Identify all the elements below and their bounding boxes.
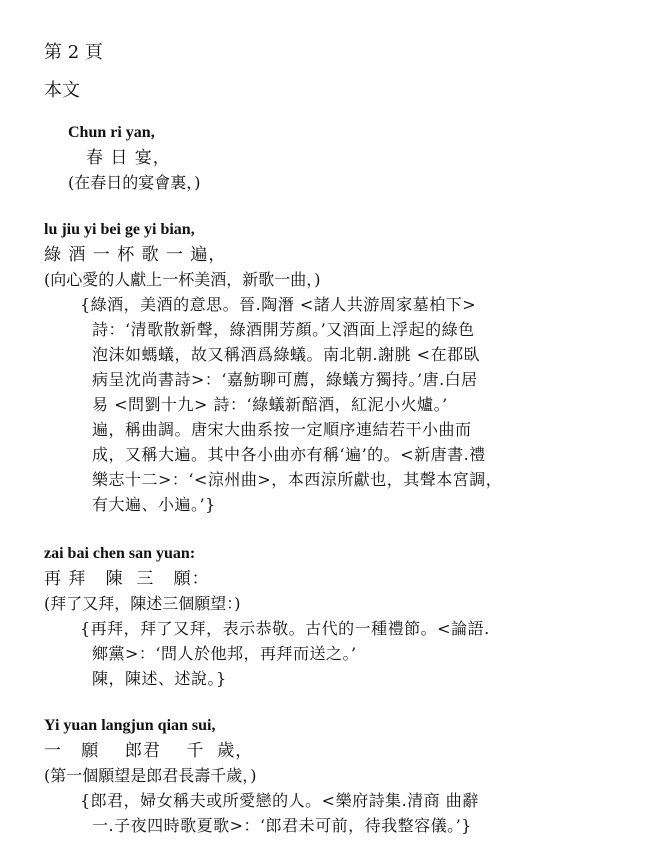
verse-3-translation: (拜了又拜，陳述三個願望：) (44, 594, 241, 613)
verse-2-note-line: 詩：‘清歌散新聲，綠酒開芳顏。’又酒面上浮起的綠色 (92, 320, 475, 339)
verse-4-note-line: {郎君，婦女稱夫或所愛戀的人。<樂府詩集.清商 曲辭 (80, 791, 479, 810)
verse-2-note-line: 易 <問劉十九> 詩：‘綠蟻新醅酒，紅泥小火爐。’ (92, 395, 448, 414)
verse-3-note-line: 陳，陳述、述說。} (92, 669, 227, 688)
verse-4-pinyin: Yi yuan langjun qian sui, (44, 717, 216, 734)
verse-1-translation: (在春日的宴會裏，) (68, 173, 201, 192)
verse-4-translation: (第一個願望是郎君長壽千歲，) (44, 766, 257, 785)
verse-2-translation: (向心愛的人獻上一杯美酒，新歌一曲，) (44, 270, 321, 289)
verse-1-hanzi: 春 日 宴， (86, 148, 171, 168)
verse-2-hanzi: 綠 酒 一 杯 歌 一 遍， (44, 245, 227, 265)
verse-2-pinyin: lu jiu yi bei ge yi bian, (44, 221, 195, 238)
verse-1-pinyin: Chun ri yan, (68, 124, 155, 141)
verse-2-note-line: {綠酒，美酒的意思。晉.陶潛 <諸人共游周家墓柏下> (80, 295, 477, 314)
verse-3-hanzi: 再 拜 陳 三 願： (44, 569, 210, 589)
section-title: 本文 (44, 80, 80, 101)
verse-3-note-line: {再拜，拜了又拜，表示恭敬。古代的一種禮節。<論語. (80, 619, 490, 638)
verse-2-note-line: 樂志十二>：‘<涼州曲>，本西涼所獻也，其聲本宮調， (92, 470, 503, 489)
verse-4-hanzi: 一 願 郎君 千 歲， (44, 741, 254, 761)
verse-2-note-line: 病呈沈尚書詩>：‘嘉魴聊可薦，綠蟻方獨持。’唐.白居 (92, 370, 478, 389)
verse-2-note-line: 泡沫如螞蟻，故又稱酒爲綠蟻。南北朝.謝朓 <在郡臥 (92, 345, 481, 364)
verse-3-pinyin: zai bai chen san yuan: (44, 545, 196, 562)
verse-4-note-line: 一.子夜四時歌夏歌>：‘郎君未可前，待我整容儀。’} (92, 816, 472, 835)
verse-2-note-line: 成，又稱大遍。其中各小曲亦有稱‘遍’的。<新唐書.禮 (92, 445, 486, 464)
page-label: 第 2 頁 (44, 42, 103, 63)
verse-2-note-line: 有大遍、小遍。’} (92, 495, 216, 514)
verse-3-note-line: 鄉黨>：‘問人於他邦，再拜而送之。’ (92, 644, 357, 663)
verse-2-note-line: 遍，稱曲調。唐宋大曲系按一定順序連結若干小曲而 (92, 420, 472, 439)
